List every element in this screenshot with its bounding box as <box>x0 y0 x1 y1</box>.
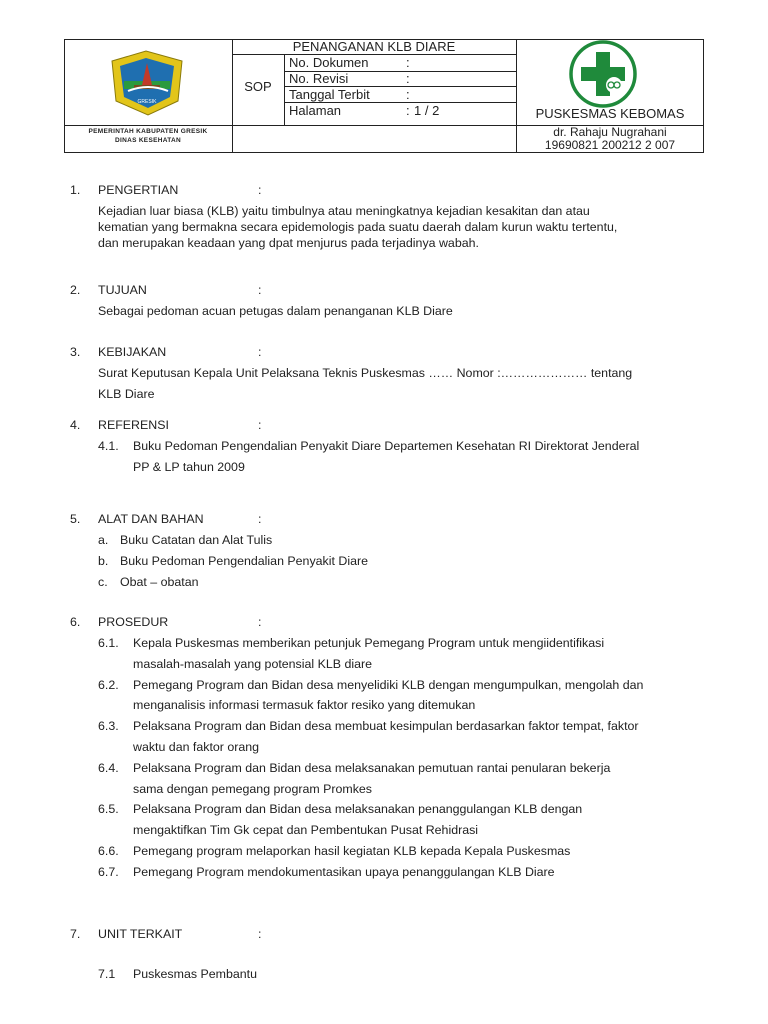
section-title: UNIT TERKAIT <box>98 927 183 941</box>
section-colon: : <box>258 345 262 359</box>
section-number: 1. <box>70 183 81 197</box>
section-title: KEBIJAKAN <box>98 345 167 359</box>
item-line: Buku Pedoman Pengendalian Penyakit Diare <box>120 554 368 568</box>
field-colon: : <box>406 87 410 102</box>
section-title: REFERENSI <box>98 418 169 432</box>
section-title: PENGERTIAN <box>98 183 179 197</box>
government-line-2: DINAS KESEHATAN <box>114 137 181 144</box>
section-colon: : <box>258 283 262 297</box>
paragraph-line: dan merupakan keadaan yang dpat menjurus pada terjadinya wabah. <box>98 236 479 250</box>
item-number: b. <box>98 554 109 568</box>
item-line: Pemegang program melaporkan hasil kegiatan KLB kepada Kepala Puskesmas <box>133 844 571 858</box>
table-border-bottom <box>64 152 704 153</box>
table-row-divider <box>64 125 516 126</box>
gresik-logo <box>64 39 232 125</box>
item-number: 6.1. <box>98 636 119 650</box>
item-line: Pemegang Program dan Bidan desa menyelidiki KLB dengan mengumpulkan, mengolah dan <box>133 678 644 692</box>
sop-label: SOP <box>244 79 272 94</box>
item-number: 6.2. <box>98 678 119 692</box>
item-number: a. <box>98 533 109 547</box>
item-number: 7.1 <box>98 967 116 981</box>
field-colon: : <box>406 55 410 70</box>
section-number: 6. <box>70 615 81 629</box>
section-title: TUJUAN <box>98 283 147 297</box>
item-number: 6.4. <box>98 761 119 775</box>
paragraph-line: Kejadian luar biasa (KLB) yaitu timbulnya atau meningkatnya kejadian kesakitan dan atau <box>98 204 590 218</box>
item-number: 6.3. <box>98 719 119 733</box>
section-colon: : <box>258 927 262 941</box>
item-line: waktu dan faktor orang <box>133 740 260 754</box>
table-divider-sop <box>284 54 285 125</box>
government-line-1: PEMERINTAH KABUPATEN GRESIK <box>88 128 208 135</box>
section-title: ALAT DAN BAHAN <box>98 512 204 526</box>
section-colon: : <box>258 512 262 526</box>
head-name: dr. Rahaju Nugrahani <box>553 125 667 139</box>
section-colon: : <box>258 615 262 629</box>
item-line: Pemegang Program mendokumentasikan upaya penanggulangan KLB Diare <box>133 865 555 879</box>
item-line: mengaktifkan Tim Gk cepat dan Pembentukan Pusat Rehidrasi <box>133 823 479 837</box>
puskesmas-name: PUSKESMAS KEBOMAS <box>535 106 685 121</box>
government-name <box>64 127 232 145</box>
section-colon: : <box>258 418 262 432</box>
paragraph-line: Sebagai pedoman acuan petugas dalam penanganan KLB Diare <box>98 304 453 318</box>
field-label: Halaman <box>289 103 342 118</box>
field-colon: : <box>406 71 410 86</box>
head-nip: 19690821 200212 2 007 <box>544 138 676 152</box>
item-line: Buku Catatan dan Alat Tulis <box>120 533 273 547</box>
paragraph-line: KLB Diare <box>98 387 155 401</box>
field-label: No. Revisi <box>289 71 349 86</box>
paragraph-line: Surat Keputusan Kepala Unit Pelaksana Teknis Puskesmas …… Nomor :………………… tentang <box>98 366 633 380</box>
section-number: 4. <box>70 418 81 432</box>
item-number: 6.5. <box>98 802 119 816</box>
paragraph-line: kematian yang bermakna secara epidemologis pada suatu daerah dalam kurun waktu tertentu, <box>98 220 618 234</box>
table-divider-1 <box>232 39 233 153</box>
item-line: Obat – obatan <box>120 575 199 589</box>
item-line: Kepala Puskesmas memberikan petunjuk Pemegang Program untuk mengiidentifikasi <box>133 636 605 650</box>
item-line: Pelaksana Program dan Bidan desa melaksanakan pemutuan rantai penularan bekerja <box>133 761 611 775</box>
item-number: c. <box>98 575 108 589</box>
logo-text: GRESIK <box>137 99 157 105</box>
item-line: Buku Pedoman Pengendalian Penyakit Diare Departemen Kesehatan RI Direktorat Jenderal <box>133 439 640 453</box>
item-line: sama dengan pemegang program Promkes <box>133 782 372 796</box>
section-number: 2. <box>70 283 81 297</box>
item-line: masalah-masalah yang potensial KLB diare <box>133 657 373 671</box>
item-line: Pelaksana Program dan Bidan desa membuat kesimpulan berdasarkan faktor tempat, faktor <box>133 719 639 733</box>
document-title: PENANGANAN KLB DIARE <box>292 39 456 54</box>
item-line: Puskesmas Pembantu <box>133 967 257 981</box>
field-value: 1 / 2 <box>414 103 440 118</box>
item-line: Pelaksana Program dan Bidan desa melaksanakan penanggulangan KLB dengan <box>133 802 583 816</box>
sop-header-table <box>64 39 704 153</box>
item-line: menganalisis informasi termasuk faktor resiko yang ditemukan <box>133 698 476 712</box>
section-colon: : <box>258 183 262 197</box>
field-label: Tanggal Terbit <box>289 87 370 102</box>
puskesmas-logo <box>568 39 638 109</box>
item-number: 6.7. <box>98 865 119 879</box>
section-number: 3. <box>70 345 81 359</box>
section-number: 5. <box>70 512 81 526</box>
section-number: 7. <box>70 927 81 941</box>
item-number: 4.1. <box>98 439 119 453</box>
item-number: 6.6. <box>98 844 119 858</box>
item-line: PP & LP tahun 2009 <box>133 460 245 474</box>
field-label: No. Dokumen <box>289 55 369 70</box>
field-colon: : <box>406 103 410 118</box>
section-title: PROSEDUR <box>98 615 169 629</box>
